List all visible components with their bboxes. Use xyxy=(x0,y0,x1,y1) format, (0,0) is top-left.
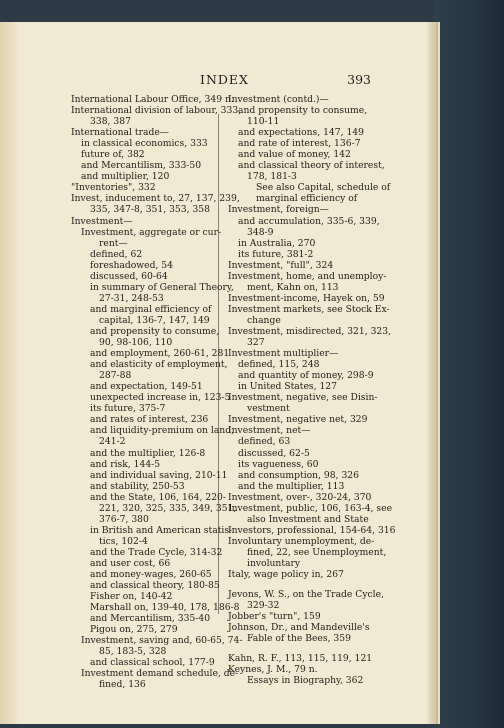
index-entry: Investment, "full", 324 xyxy=(228,259,334,271)
book-cover-edge xyxy=(434,0,504,728)
index-entry: Pigou on, 275, 279 xyxy=(90,624,178,636)
page-edge xyxy=(426,22,434,724)
index-gap xyxy=(228,580,412,589)
index-entry: Invest, inducement to, 27, 137, 239, xyxy=(71,193,240,205)
index-entry: in United States, 127 xyxy=(238,381,337,393)
index-entry: Involuntary unemployment, de- xyxy=(228,535,375,547)
index-entry: 335, 347-8, 351, 353, 358 xyxy=(90,204,210,216)
index-entry: Investment, negative net, 329 xyxy=(228,414,368,426)
index-column-right xyxy=(228,94,412,686)
index-entry: defined, 62 xyxy=(90,248,143,260)
index-column-left xyxy=(71,94,251,691)
index-entry: Investment, negative, see Disin- xyxy=(228,392,378,404)
index-entry: Jobber's "turn", 159 xyxy=(228,611,321,623)
index-entry: Kahn, R. F., 113, 115, 119, 121 xyxy=(228,653,373,665)
index-entry: and user cost, 66 xyxy=(90,557,171,569)
index-entry: "Inventories", 332 xyxy=(71,182,156,194)
running-header: INDEX xyxy=(200,72,249,87)
index-entry: future of, 382 xyxy=(81,149,145,161)
index-entry: Investment markets, see Stock Ex- xyxy=(228,303,390,315)
index-entry: its future, 381-2 xyxy=(238,248,314,260)
index-entry: 90, 98-106, 110 xyxy=(99,337,173,349)
index-entry: discussed, 62-5 xyxy=(238,447,310,459)
index-entry: in classical economics, 333 xyxy=(81,138,208,150)
index-entry: and the multiplier, 113 xyxy=(238,480,345,492)
index-entry: foreshadowed, 54 xyxy=(90,259,173,271)
index-entry: Investment-income, Hayek on, 59 xyxy=(228,292,385,304)
index-entry: and classical theory of interest, xyxy=(238,160,385,172)
index-entry: and multiplier, 120 xyxy=(81,171,170,183)
index-entry: Investment, home, and unemploy- xyxy=(228,270,387,282)
index-entry: International Labour Office, 349 n. xyxy=(71,94,234,105)
index-entry: 110-11 xyxy=(247,116,280,128)
index-entry: marginal efficiency of xyxy=(256,193,358,205)
index-entry: 287-88 xyxy=(99,370,132,382)
index-entry: and Mercantilism, 333-50 xyxy=(81,160,202,172)
index-entry: and employment, 260-61, 281 xyxy=(90,348,230,360)
index-entry: and the Trade Cycle, 314-32 xyxy=(90,546,223,558)
index-entry: Investment demand schedule, de- xyxy=(81,668,239,680)
index-entry: Keynes, J. M., 79 n. xyxy=(228,664,318,676)
index-entry: fined, 136 xyxy=(99,679,146,691)
index-entry: Investment (contd.)— xyxy=(228,94,329,105)
index-entry: 327 xyxy=(247,337,265,349)
index-entry: also Investment and State xyxy=(247,513,369,525)
index-entry: discussed, 60-64 xyxy=(90,270,168,282)
index-entry: its vagueness, 60 xyxy=(238,458,319,470)
index-entry: Investment, misdirected, 321, 323, xyxy=(228,325,392,337)
index-entry: and classical theory, 180-85 xyxy=(90,580,220,592)
index-entry: and classical school, 177-9 xyxy=(90,657,215,669)
book-page xyxy=(0,22,434,724)
index-entry: Johnson, Dr., and Mandeville's xyxy=(228,622,370,634)
index-entry: 338, 387 xyxy=(90,116,131,128)
index-entry: Investment, saving and, 60-65, 74- xyxy=(81,635,243,647)
index-entry: Investment multiplier— xyxy=(228,348,339,360)
index-entry: Investment, aggregate or cur- xyxy=(81,226,222,238)
index-entry: and propensity to consume, xyxy=(238,105,368,117)
index-entry: 241-2 xyxy=(99,436,126,448)
index-entry: and rate of interest, 136-7 xyxy=(238,138,361,150)
index-entry: fined, 22, see Unemployment, xyxy=(247,546,387,558)
index-entry: and money-wages, 260-65 xyxy=(90,569,212,581)
index-entry: Jevons, W. S., on the Trade Cycle, xyxy=(228,589,384,601)
index-entry: International trade— xyxy=(71,127,169,139)
index-entry: and accumulation, 335-6, 339, xyxy=(238,215,380,227)
index-entry: 329-32 xyxy=(247,600,280,612)
index-entry: and expectation, 149-51 xyxy=(90,381,203,393)
page-gutter xyxy=(0,22,18,724)
index-entry: and individual saving, 210-11 xyxy=(90,469,228,481)
index-entry: Investment, net— xyxy=(228,425,311,437)
index-entry: See also Capital, schedule of xyxy=(256,182,391,194)
index-entry: Fable of the Bees, 359 xyxy=(247,633,351,645)
index-entry: and stability, 250-53 xyxy=(90,480,185,492)
index-entry: and value of money, 142 xyxy=(238,149,351,161)
index-entry: Investment, public, 106, 163-4, see xyxy=(228,502,393,514)
index-entry: change xyxy=(247,314,281,326)
index-entry: unexpected increase in, 123-5 xyxy=(90,392,231,404)
index-entry: Marshall on, 139-40, 178, 186-8 xyxy=(90,602,240,614)
index-entry: 376-7, 380 xyxy=(99,513,149,525)
index-entry: and marginal efficiency of xyxy=(90,303,212,315)
index-entry: and liquidity-premium on land, xyxy=(90,425,235,437)
index-entry: vestment xyxy=(247,403,290,415)
index-entry: in Australia, 270 xyxy=(238,237,316,249)
index-entry: International division of labour, 333, xyxy=(71,105,242,117)
index-entry: in British and American statis- xyxy=(90,524,233,536)
index-entry: rent— xyxy=(99,237,128,249)
index-entry: tics, 102-4 xyxy=(99,535,148,547)
index-entry: ment, Kahn on, 113 xyxy=(247,281,339,293)
index-entry: involuntary xyxy=(247,557,301,569)
index-entry: and Mercantilism, 335-40 xyxy=(90,613,211,625)
index-entry: and the State, 106, 164, 220- xyxy=(90,491,226,503)
index-entry: and propensity to consume, xyxy=(90,325,220,337)
index-gap xyxy=(228,644,412,653)
index-entry: Italy, wage policy in, 267 xyxy=(228,569,344,581)
index-entry: and expectations, 147, 149 xyxy=(238,127,364,139)
index-entry: and risk, 144-5 xyxy=(90,458,161,470)
index-entry: Investment— xyxy=(71,215,133,227)
index-entry: and elasticity of employment, xyxy=(90,359,228,371)
index-entry: 85, 183-5, 328 xyxy=(99,646,167,658)
index-entry: Essays in Biography, 362 xyxy=(247,675,364,687)
index-entry: 221, 320, 325, 335, 349, 351, xyxy=(99,502,237,514)
index-entry: 178, 181-3 xyxy=(247,171,297,183)
index-entry: 27-31, 248-53 xyxy=(99,292,164,304)
index-entry: and the multiplier, 126-8 xyxy=(90,447,206,459)
index-entry: defined, 115, 248 xyxy=(238,359,320,371)
index-entry: 348-9 xyxy=(247,226,274,238)
index-entry: capital, 136-7, 147, 149 xyxy=(99,314,210,326)
index-entry: its future, 375-7 xyxy=(90,403,166,415)
index-entry: Investment, over-, 320-24, 370 xyxy=(228,491,372,503)
index-entry: Investment, foreign— xyxy=(228,204,329,216)
index-entry: and quantity of money, 298-9 xyxy=(238,370,374,382)
index-entry: and consumption, 98, 326 xyxy=(238,469,360,481)
index-entry: and rates of interest, 236 xyxy=(90,414,209,426)
page-number: 393 xyxy=(347,72,371,87)
index-entry: in summary of General Theory, xyxy=(90,281,234,293)
index-entry: Investors, professional, 154-64, 316 xyxy=(228,524,396,536)
index-entry: defined, 63 xyxy=(238,436,291,448)
index-entry: Fisher on, 140-42 xyxy=(90,591,173,603)
